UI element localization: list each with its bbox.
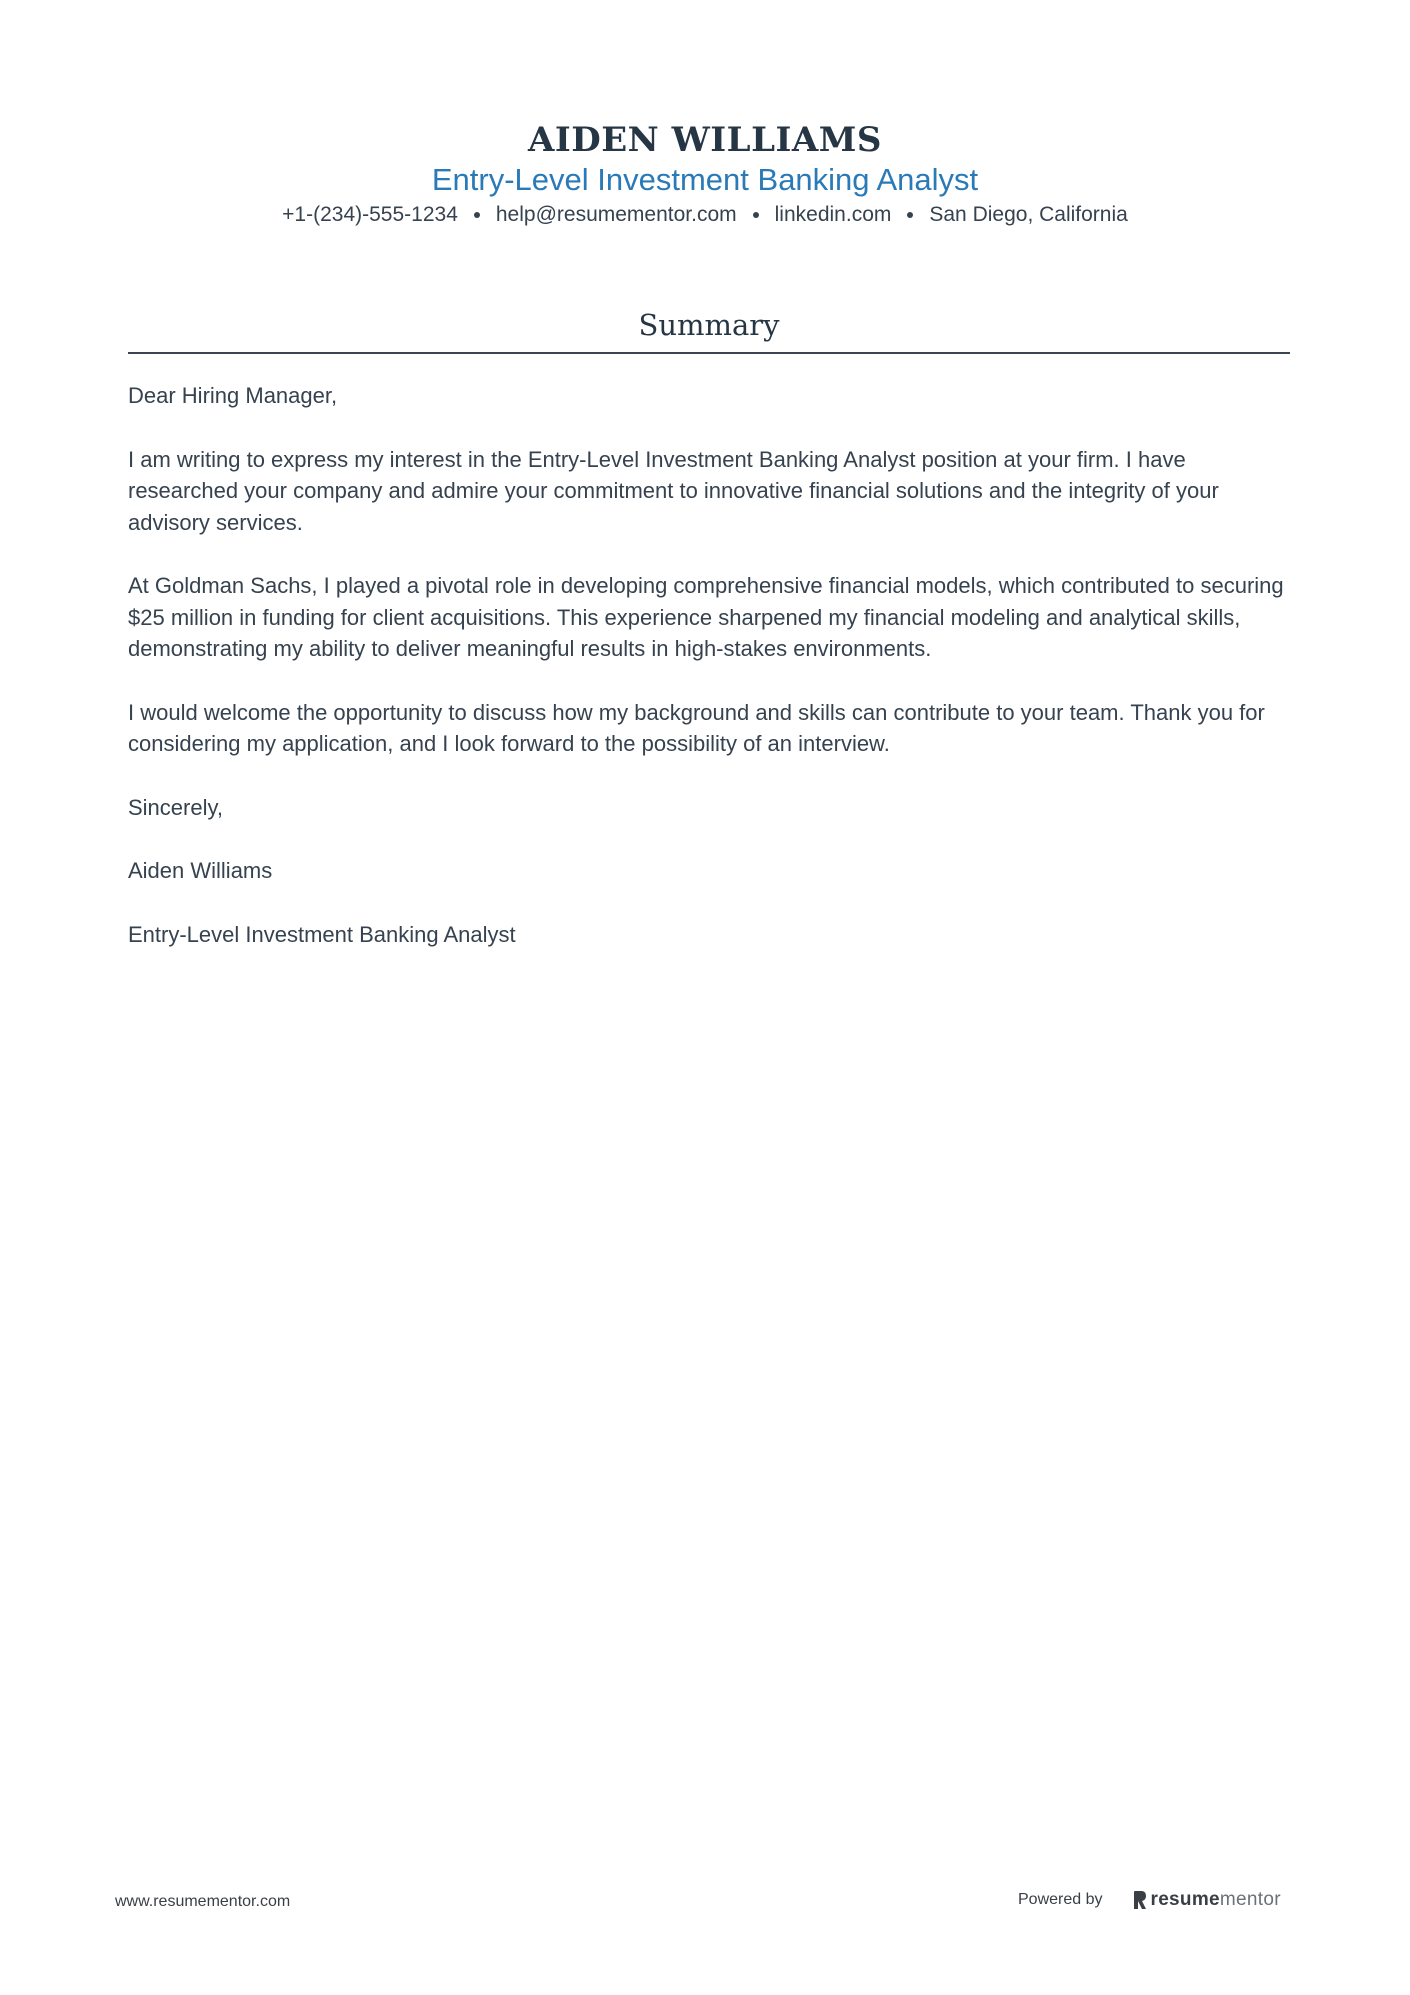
brand-logo: [1133, 1889, 1281, 1911]
letter-closing: Sincerely,: [128, 794, 223, 820]
signature-name: Aiden Williams: [128, 858, 273, 883]
brand-name-part-2: mentor: [1219, 1889, 1281, 1910]
bullet-separator-icon: [753, 212, 759, 218]
contact-linkedin: linkedin.com: [774, 203, 892, 226]
powered-by-label: Powered by: [1018, 1891, 1103, 1908]
section-divider: [128, 352, 1290, 354]
applicant-role: Entry-Level Investment Banking Analyst: [431, 162, 979, 197]
letter-paragraph-3: I would welcome the opportunity to discuss how my background and skills can contribute to your team. Thank you for considering my application, and I look forward to the possibility of an interview.: [128, 699, 1265, 756]
letter-paragraph-2: At Goldman Sachs, I played a pivotal role in developing comprehensive financial models, which contributed to securing $25 million in funding for client acquisitions. This experience sharpened my financial modeling and analytical skills, demonstrating my ability to deliver meaningful results in high-stakes environments.: [128, 573, 1284, 661]
contact-email: help@resumementor.com: [495, 203, 737, 226]
contact-location: San Diego, California: [929, 203, 1128, 226]
header: [0, 118, 1410, 228]
brand-logo-icon: [1133, 1890, 1147, 1910]
bullet-separator-icon: [474, 212, 480, 218]
signature-title: Entry-Level Investment Banking Analyst: [128, 921, 516, 947]
contact-line: [0, 202, 1410, 228]
bullet-separator-icon: [907, 212, 913, 218]
applicant-name: AIDEN WILLIAMS: [528, 120, 882, 160]
letter-paragraph-1: I am writing to express my interest in the Entry-Level Investment Banking Analyst position at your firm. I have researched your company and admire your commitment to innovative financial solutions and the integrity of your advisory services.: [128, 446, 1219, 535]
letter-body: [128, 380, 1290, 982]
brand-name-part-1: resume: [1150, 1889, 1220, 1910]
footer-branding: [1018, 1889, 1281, 1911]
footer-website: www.resumementor.com: [115, 1893, 291, 1910]
letter-salutation: Dear Hiring Manager,: [128, 383, 338, 408]
contact-phone: +1-(234)-555-1234: [282, 203, 458, 226]
section-title: Summary: [638, 308, 780, 342]
